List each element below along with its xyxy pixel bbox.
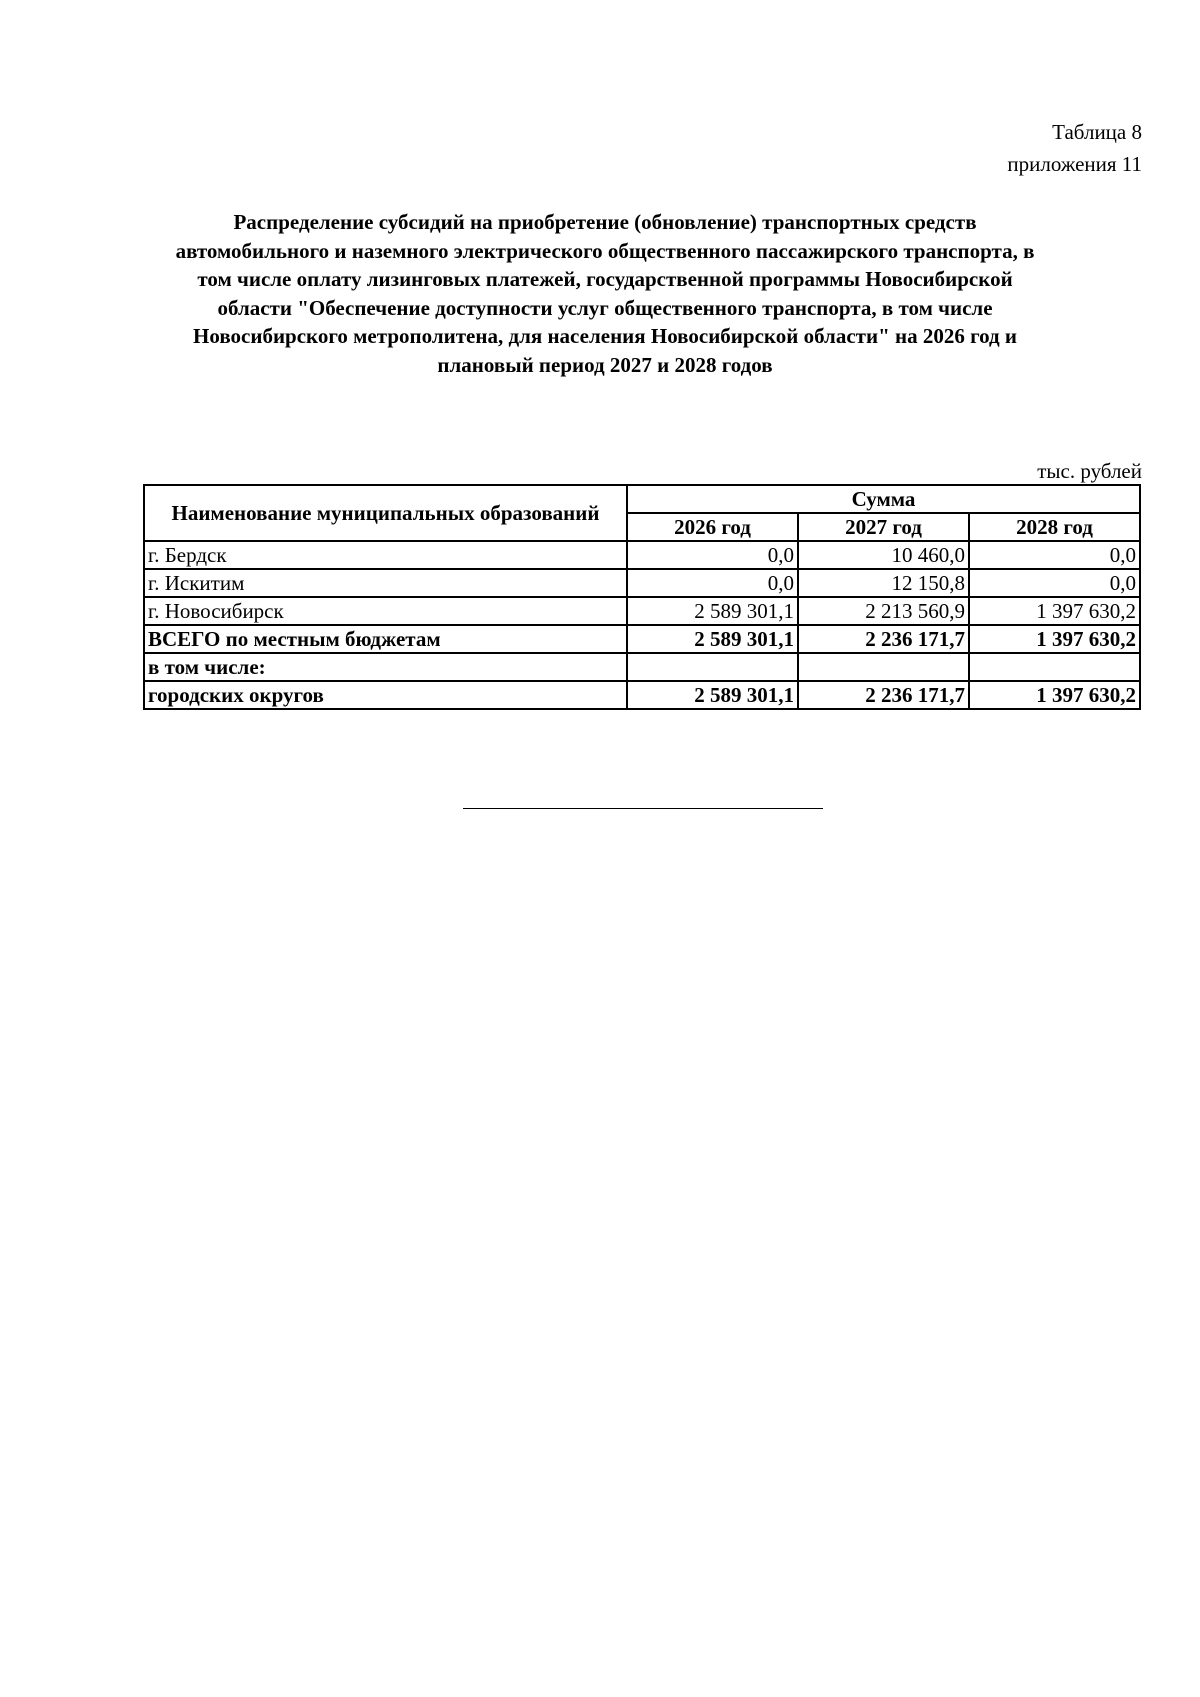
column-header-year: 2026 год — [627, 513, 798, 541]
title-line: том числе оплату лизинговых платежей, государственной программы Новосибирской — [197, 267, 1013, 291]
table-row — [144, 569, 1140, 597]
table-row — [144, 597, 1140, 625]
table-row — [144, 681, 1140, 709]
amount-cell — [798, 653, 969, 681]
municipality-name-cell: г. Бердск — [144, 541, 627, 569]
amount-cell: 0,0 — [627, 541, 798, 569]
units-label: тыс. рублей — [1037, 459, 1142, 483]
title-line: автомобильного и наземного электрического общественного пассажирского транспорта, в — [175, 238, 1035, 263]
amount-cell: 12 150,8 — [798, 569, 969, 597]
title-line: плановый период 2027 и 2028 годов — [437, 352, 773, 377]
amount-cell: 0,0 — [969, 569, 1140, 597]
amount-cell: 2 236 171,7 — [798, 625, 969, 653]
municipality-name-cell: г. Искитим — [144, 569, 627, 597]
amount-cell: 1 397 630,2 — [969, 597, 1140, 625]
column-header-municipality: Наименование муниципальных образований — [144, 485, 627, 541]
appendix-label: приложения 11 — [1007, 152, 1142, 176]
amount-cell — [627, 653, 798, 681]
column-header-sum: Сумма — [627, 485, 1140, 513]
title-line: Новосибирского метрополитена, для населения Новосибирской области" на 2026 год и — [193, 324, 1017, 348]
subsidy-table — [143, 484, 1141, 710]
table-row — [144, 541, 1140, 569]
amount-cell: 0,0 — [969, 541, 1140, 569]
table-row — [144, 625, 1140, 653]
municipality-name-cell: городских округов — [144, 681, 627, 709]
column-header-year: 2028 год — [969, 513, 1140, 541]
amount-cell: 2 236 171,7 — [798, 681, 969, 709]
title-line: области "Обеспечение доступности услуг общественного транспорта, в том числе — [217, 295, 993, 320]
document-title — [140, 208, 1070, 379]
amount-cell: 2 589 301,1 — [627, 625, 798, 653]
amount-cell: 0,0 — [627, 569, 798, 597]
municipality-name-cell: в том числе: — [144, 653, 627, 681]
table-number-label: Таблица 8 — [1052, 120, 1142, 144]
amount-cell: 2 589 301,1 — [627, 597, 798, 625]
end-divider-line — [463, 808, 823, 809]
municipality-name-cell: г. Новосибирск — [144, 597, 627, 625]
amount-cell: 1 397 630,2 — [969, 625, 1140, 653]
table-row — [144, 653, 1140, 681]
amount-cell — [969, 653, 1140, 681]
table-body — [144, 541, 1140, 709]
title-line: Распределение субсидий на приобретение (обновление) транспортных средств — [233, 210, 977, 234]
amount-cell: 10 460,0 — [798, 541, 969, 569]
amount-cell: 2 213 560,9 — [798, 597, 969, 625]
municipality-name-cell: ВСЕГО по местным бюджетам — [144, 625, 627, 653]
column-header-year: 2027 год — [798, 513, 969, 541]
amount-cell: 1 397 630,2 — [969, 681, 1140, 709]
document-header — [742, 116, 1142, 180]
amount-cell: 2 589 301,1 — [627, 681, 798, 709]
